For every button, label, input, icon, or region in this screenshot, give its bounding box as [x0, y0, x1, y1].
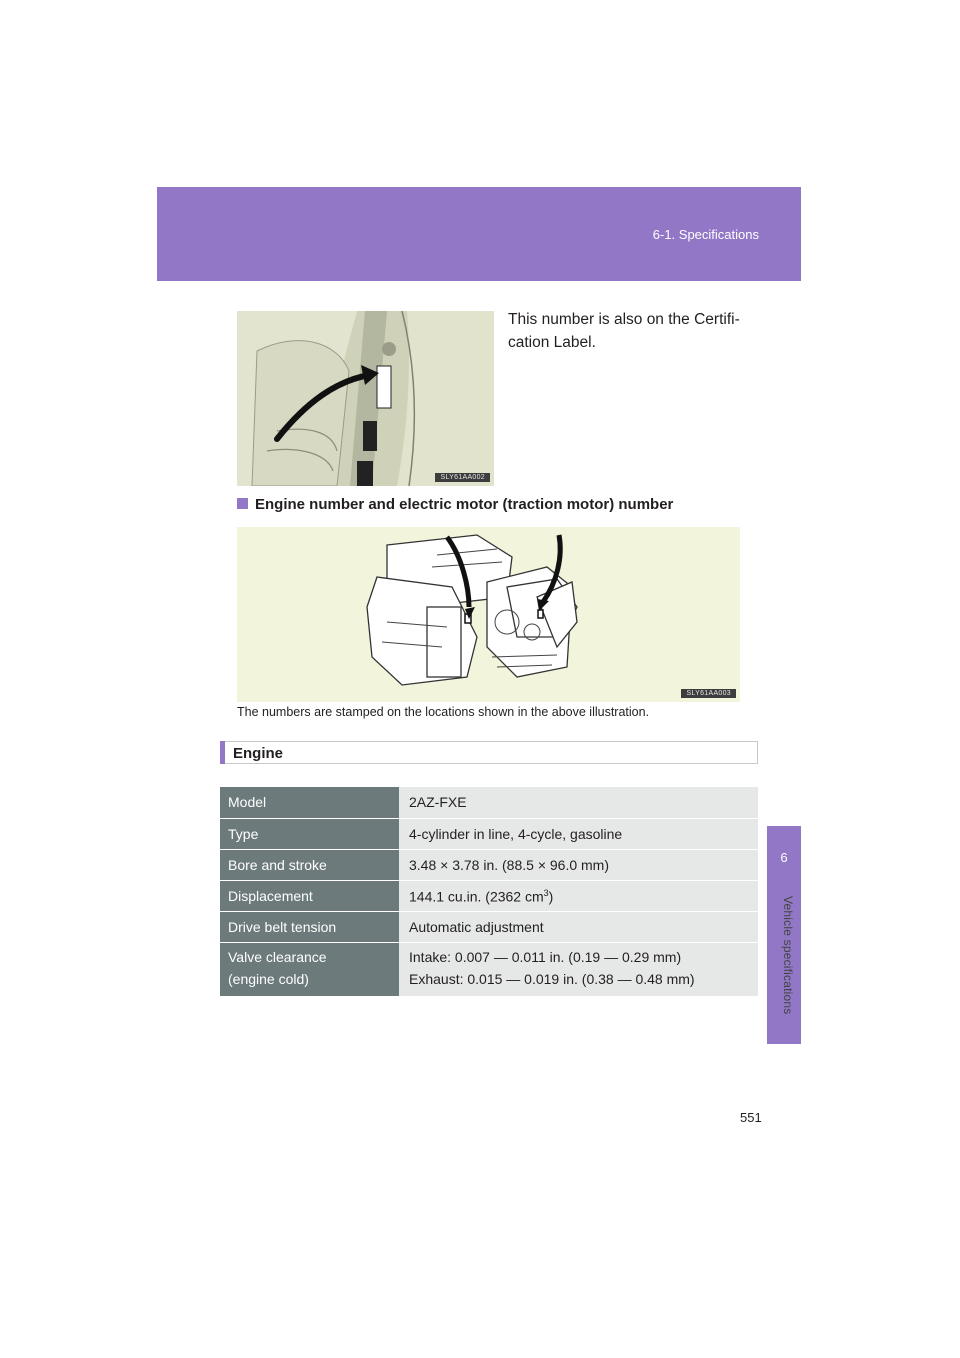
table-row	[220, 818, 758, 849]
chapter-number: 6	[780, 850, 788, 865]
spec-value	[399, 880, 758, 911]
spec-value	[399, 942, 758, 996]
chapter-side-tab[interactable]	[767, 826, 801, 1044]
page-number: 551	[740, 1110, 762, 1125]
table-row	[220, 942, 758, 996]
spec-value: Automatic adjustment	[399, 911, 758, 942]
spec-label: Displacement	[220, 880, 399, 911]
spec-value: 2AZ-FXE	[399, 787, 758, 818]
square-bullet-icon	[237, 498, 248, 509]
spec-label: Drive belt tension	[220, 911, 399, 942]
spec-value-line: Intake: 0.007 — 0.011 in. (0.19 — 0.29 mm)	[409, 948, 682, 965]
certification-note: This number is also on the Certifi- cation Label.	[508, 311, 740, 351]
spec-label: Bore and stroke	[220, 849, 399, 880]
spec-value: 4-cylinder in line, 4-cycle, gasoline	[399, 818, 758, 849]
spec-value-line: Exhaust: 0.015 — 0.019 in. (0.38 — 0.48 mm)	[409, 970, 695, 987]
table-row	[220, 911, 758, 942]
engine-drawing	[237, 527, 740, 702]
displacement-superscript: 3	[543, 887, 549, 898]
header-band	[157, 187, 801, 281]
spec-label-line: Valve clearance	[228, 948, 327, 965]
section-header-title: 6-1. Specifications	[652, 227, 759, 242]
engine-number-subheading	[237, 496, 673, 513]
engine-section-header	[220, 741, 758, 764]
seat-figure-code: SLY61AA002	[435, 473, 490, 482]
displacement-value: 144.1 cu.in. (2362 cm	[409, 888, 544, 905]
engine-figure-caption: The numbers are stamped on the locations shown in the above illustration.	[237, 705, 650, 719]
door-pillar-drawing	[237, 311, 494, 486]
spec-label	[220, 942, 399, 996]
engine-spec-table	[220, 787, 758, 997]
spec-label: Model	[220, 787, 399, 818]
spec-value: 3.48 × 3.78 in. (88.5 × 96.0 mm)	[399, 849, 758, 880]
spec-label: Type	[220, 818, 399, 849]
engine-number-illustration	[237, 527, 740, 702]
certification-label-illustration	[237, 311, 494, 486]
subheading-text: Engine number and electric motor (traction motor) number	[255, 496, 674, 513]
section-accent-bar	[220, 741, 225, 764]
table-row	[220, 787, 758, 818]
chapter-label: Vehicle specifications	[781, 896, 795, 1015]
displacement-suffix: )	[548, 888, 554, 905]
spec-label-line: (engine cold)	[228, 970, 309, 987]
table-row	[220, 880, 758, 911]
section-title: Engine	[233, 745, 284, 762]
engine-figure-code: SLY61AA003	[681, 689, 736, 698]
table-row	[220, 849, 758, 880]
